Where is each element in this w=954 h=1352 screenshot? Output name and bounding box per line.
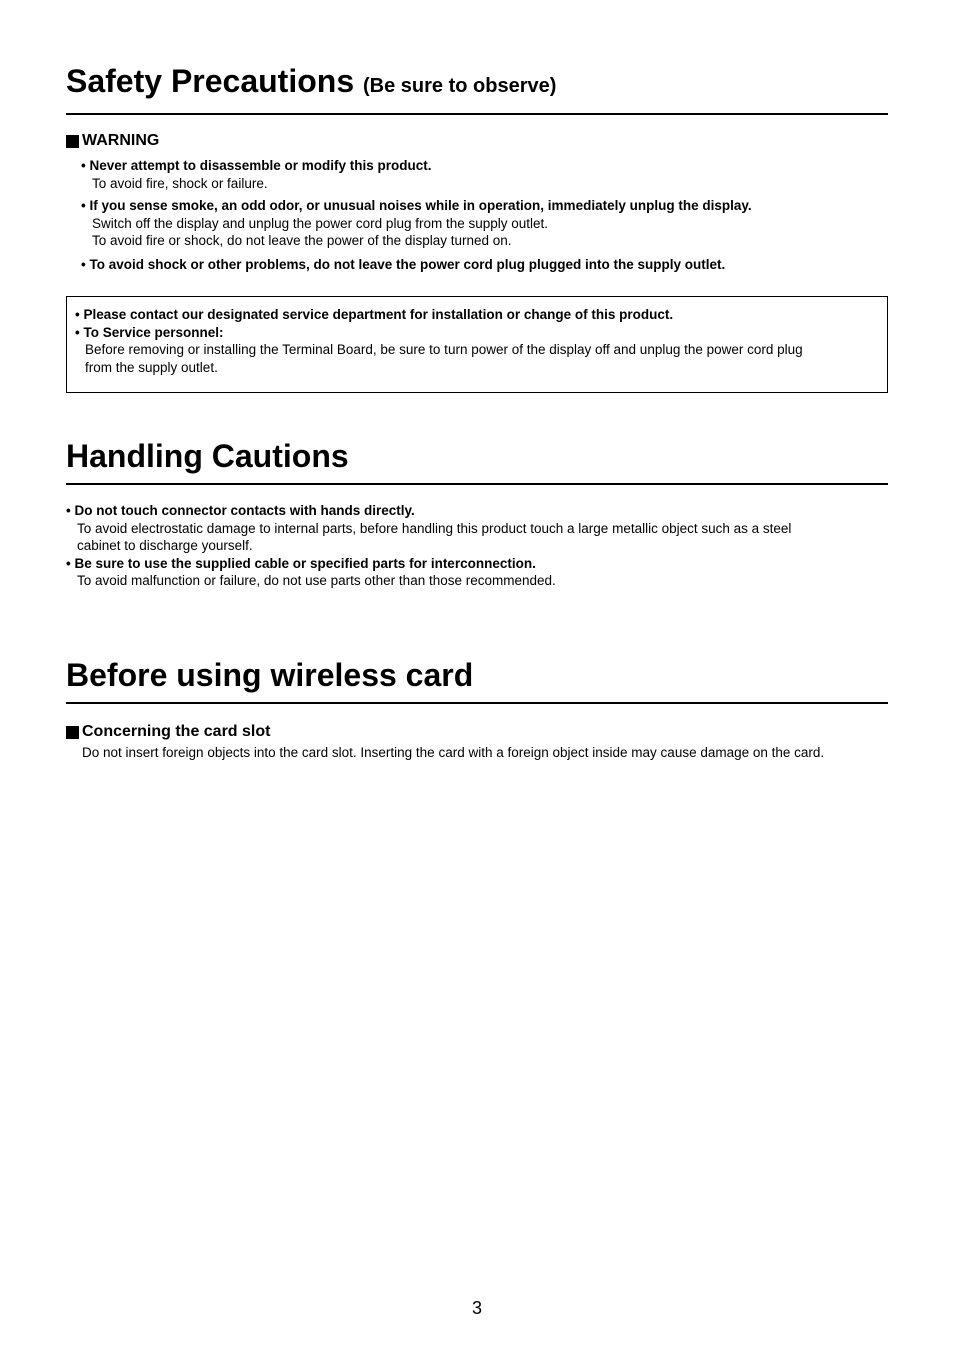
- handling-item-title: • Do not touch connector contacts with hands directly.: [66, 503, 415, 518]
- handling-section: [66, 437, 888, 590]
- wireless-section: [66, 656, 888, 762]
- page-number: 3: [471, 1298, 482, 1318]
- handling-item-line: To avoid electrostatic damage to internal parts, before handling this product touch a large metallic object such as a steel: [77, 520, 792, 536]
- service-notice-line: • Please contact our designated service department for installation or change of this product.: [75, 307, 674, 322]
- safety-title-text: Safety Precautions: [66, 63, 355, 99]
- warning-item-line: To avoid fire or shock, do not leave the power of the display turned on.: [92, 233, 512, 248]
- handling-title: Handling Cautions: [66, 437, 888, 485]
- handling-item: [66, 502, 888, 555]
- warning-label: WARNING: [82, 132, 160, 149]
- service-notice-box: [66, 296, 888, 393]
- warning-item-line: To avoid fire, shock or failure.: [92, 175, 268, 191]
- wireless-title: Before using wireless card: [66, 656, 888, 704]
- warning-block: [66, 131, 888, 273]
- service-notice-line: Before removing or installing the Terminal Board, be sure to turn power of the display off and unplug the power cord plug: [85, 342, 803, 357]
- handling-item-line: cabinet to discharge yourself.: [77, 538, 253, 553]
- handling-item-line: To avoid malfunction or failure, do not use parts other than those recommended.: [77, 573, 556, 588]
- warning-item: [81, 157, 888, 192]
- warning-item-line: Switch off the display and unplug the power cord plug from the supply outlet.: [92, 215, 549, 231]
- square-bullet-icon: [66, 726, 79, 739]
- warning-item: [81, 197, 888, 250]
- safety-title: [66, 62, 888, 115]
- safety-subtitle: (Be sure to observe): [363, 75, 557, 97]
- safety-section: [66, 62, 888, 115]
- warning-item: [81, 256, 888, 274]
- card-slot-label: Concerning the card slot: [82, 723, 271, 740]
- square-bullet-icon: [66, 135, 79, 148]
- card-slot-text: Do not insert foreign objects into the card slot. Inserting the card with a foreign object inside may cause damage on the card.: [82, 745, 825, 760]
- warning-heading: [66, 131, 888, 151]
- handling-item-title: • Be sure to use the supplied cable or specified parts for interconnection.: [66, 555, 536, 571]
- warning-item-title: • If you sense smoke, an odd odor, or unusual noises while in operation, immediately unplug the display.: [81, 198, 752, 213]
- warning-item-title: • To avoid shock or other problems, do not leave the power cord plug plugged into the supply outlet.: [81, 256, 726, 272]
- handling-item: [66, 555, 888, 590]
- warning-item-title: • Never attempt to disassemble or modify this product.: [81, 158, 432, 173]
- service-notice-line: from the supply outlet.: [85, 359, 218, 375]
- service-notice-line: • To Service personnel:: [75, 324, 224, 340]
- card-slot-heading: [66, 722, 888, 742]
